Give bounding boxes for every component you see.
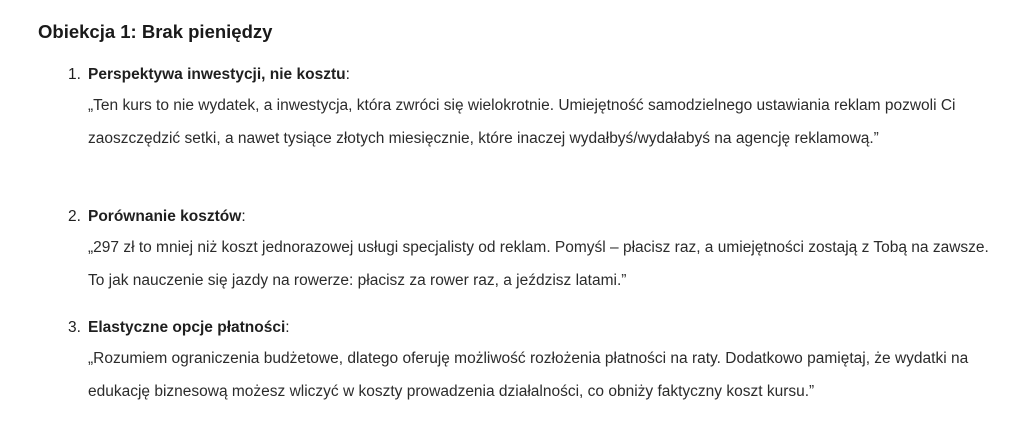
title-colon: : — [285, 319, 290, 336]
list-item-quote: „Rozumiem ograniczenia budżetowe, dlatego oferuję możliwość rozłożenia płatności na raty. Dodatkowo pamiętaj, że wydatki na edukację biznesową możesz wliczyć w koszty prowadzenia działalności, co obniży faktyczny koszt kursu.” — [88, 350, 969, 400]
list-item-quote: „297 zł to mniej niż koszt jednorazowej usługi specjalisty od reklam. Pomyśl – płacisz raz, a umiejętności zostają z Tobą na zawsze. To jak nauczenie się jazdy na rowerze: płacisz za rower raz, a jeździsz latami.” — [88, 239, 989, 289]
list-item-title-line — [88, 318, 290, 338]
list-item-number: 3. — [68, 319, 81, 336]
title-colon: : — [241, 208, 246, 225]
list-item-title-line — [88, 207, 246, 227]
list-item-title: Perspektywa inwestycji, nie kosztu — [88, 66, 346, 83]
list-item-number: 2. — [68, 208, 81, 225]
list-item-number: 1. — [68, 66, 81, 83]
title-colon: : — [345, 66, 350, 83]
list-item-title-line — [88, 65, 350, 85]
list-item-quote: „Ten kurs to nie wydatek, a inwestycja, która zwróci się wielokrotnie. Umiejętność samodzielnego ustawiania reklam pozwoli Ci zaoszczędzić setki, a nawet tysiące złotych miesięcznie, które inaczej wydałbyś/wydałabyś na agencję reklamową.” — [88, 97, 956, 147]
list-item-title: Elastyczne opcje płatności — [88, 319, 286, 336]
list-item-title: Porównanie kosztów — [88, 208, 242, 225]
section-heading: Obiekcja 1: Brak pieniędzy — [38, 21, 273, 42]
